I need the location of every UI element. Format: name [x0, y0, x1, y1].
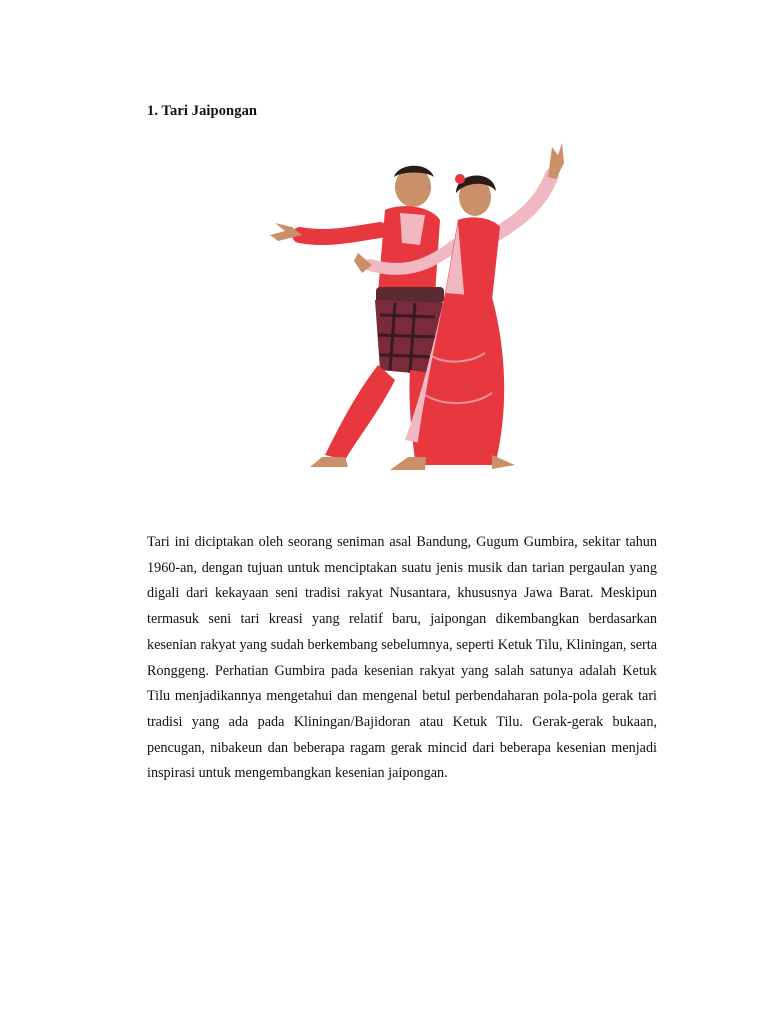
dancers-photo: [230, 135, 580, 480]
body-paragraph: Tari ini diciptakan oleh seorang seniman asal Bandung, Gugum Gumbira, sekitar tahun 1960-an, dengan tujuan untuk menciptakan suatu jenis musik dan tarian pergaulan yang digali dari kekayaan seni tradisi rakyat Nusantara, khususnya Jawa Barat. Meskipun termasuk seni tari kreasi yang relatif baru, jaipongan dikembangkan berdasarkan kesenian rakyat yang sudah berkembang sebelumnya, seperti Ketuk Tilu, Kliningan, serta Ronggeng. Perhatian Gumbira pada kesenian rakyat yang salah satunya adalah Ketuk Tilu menjadikannya mengetahui dan mengenal betul perbendaharan pola-pola gerak tari tradisi yang ada pada Kliningan/Bajidoran atau Ketuk Tilu. Gerak-gerak bukaan, pencugan, nibakeun dan beberapa ragam gerak mincid dari beberapa kesenian menjadi inspirasi untuk mengembangkan kesenian jaipongan.: [147, 534, 657, 782]
dancers-illustration: [230, 135, 580, 480]
section-heading: 1. Tari Jaipongan: [147, 103, 258, 119]
